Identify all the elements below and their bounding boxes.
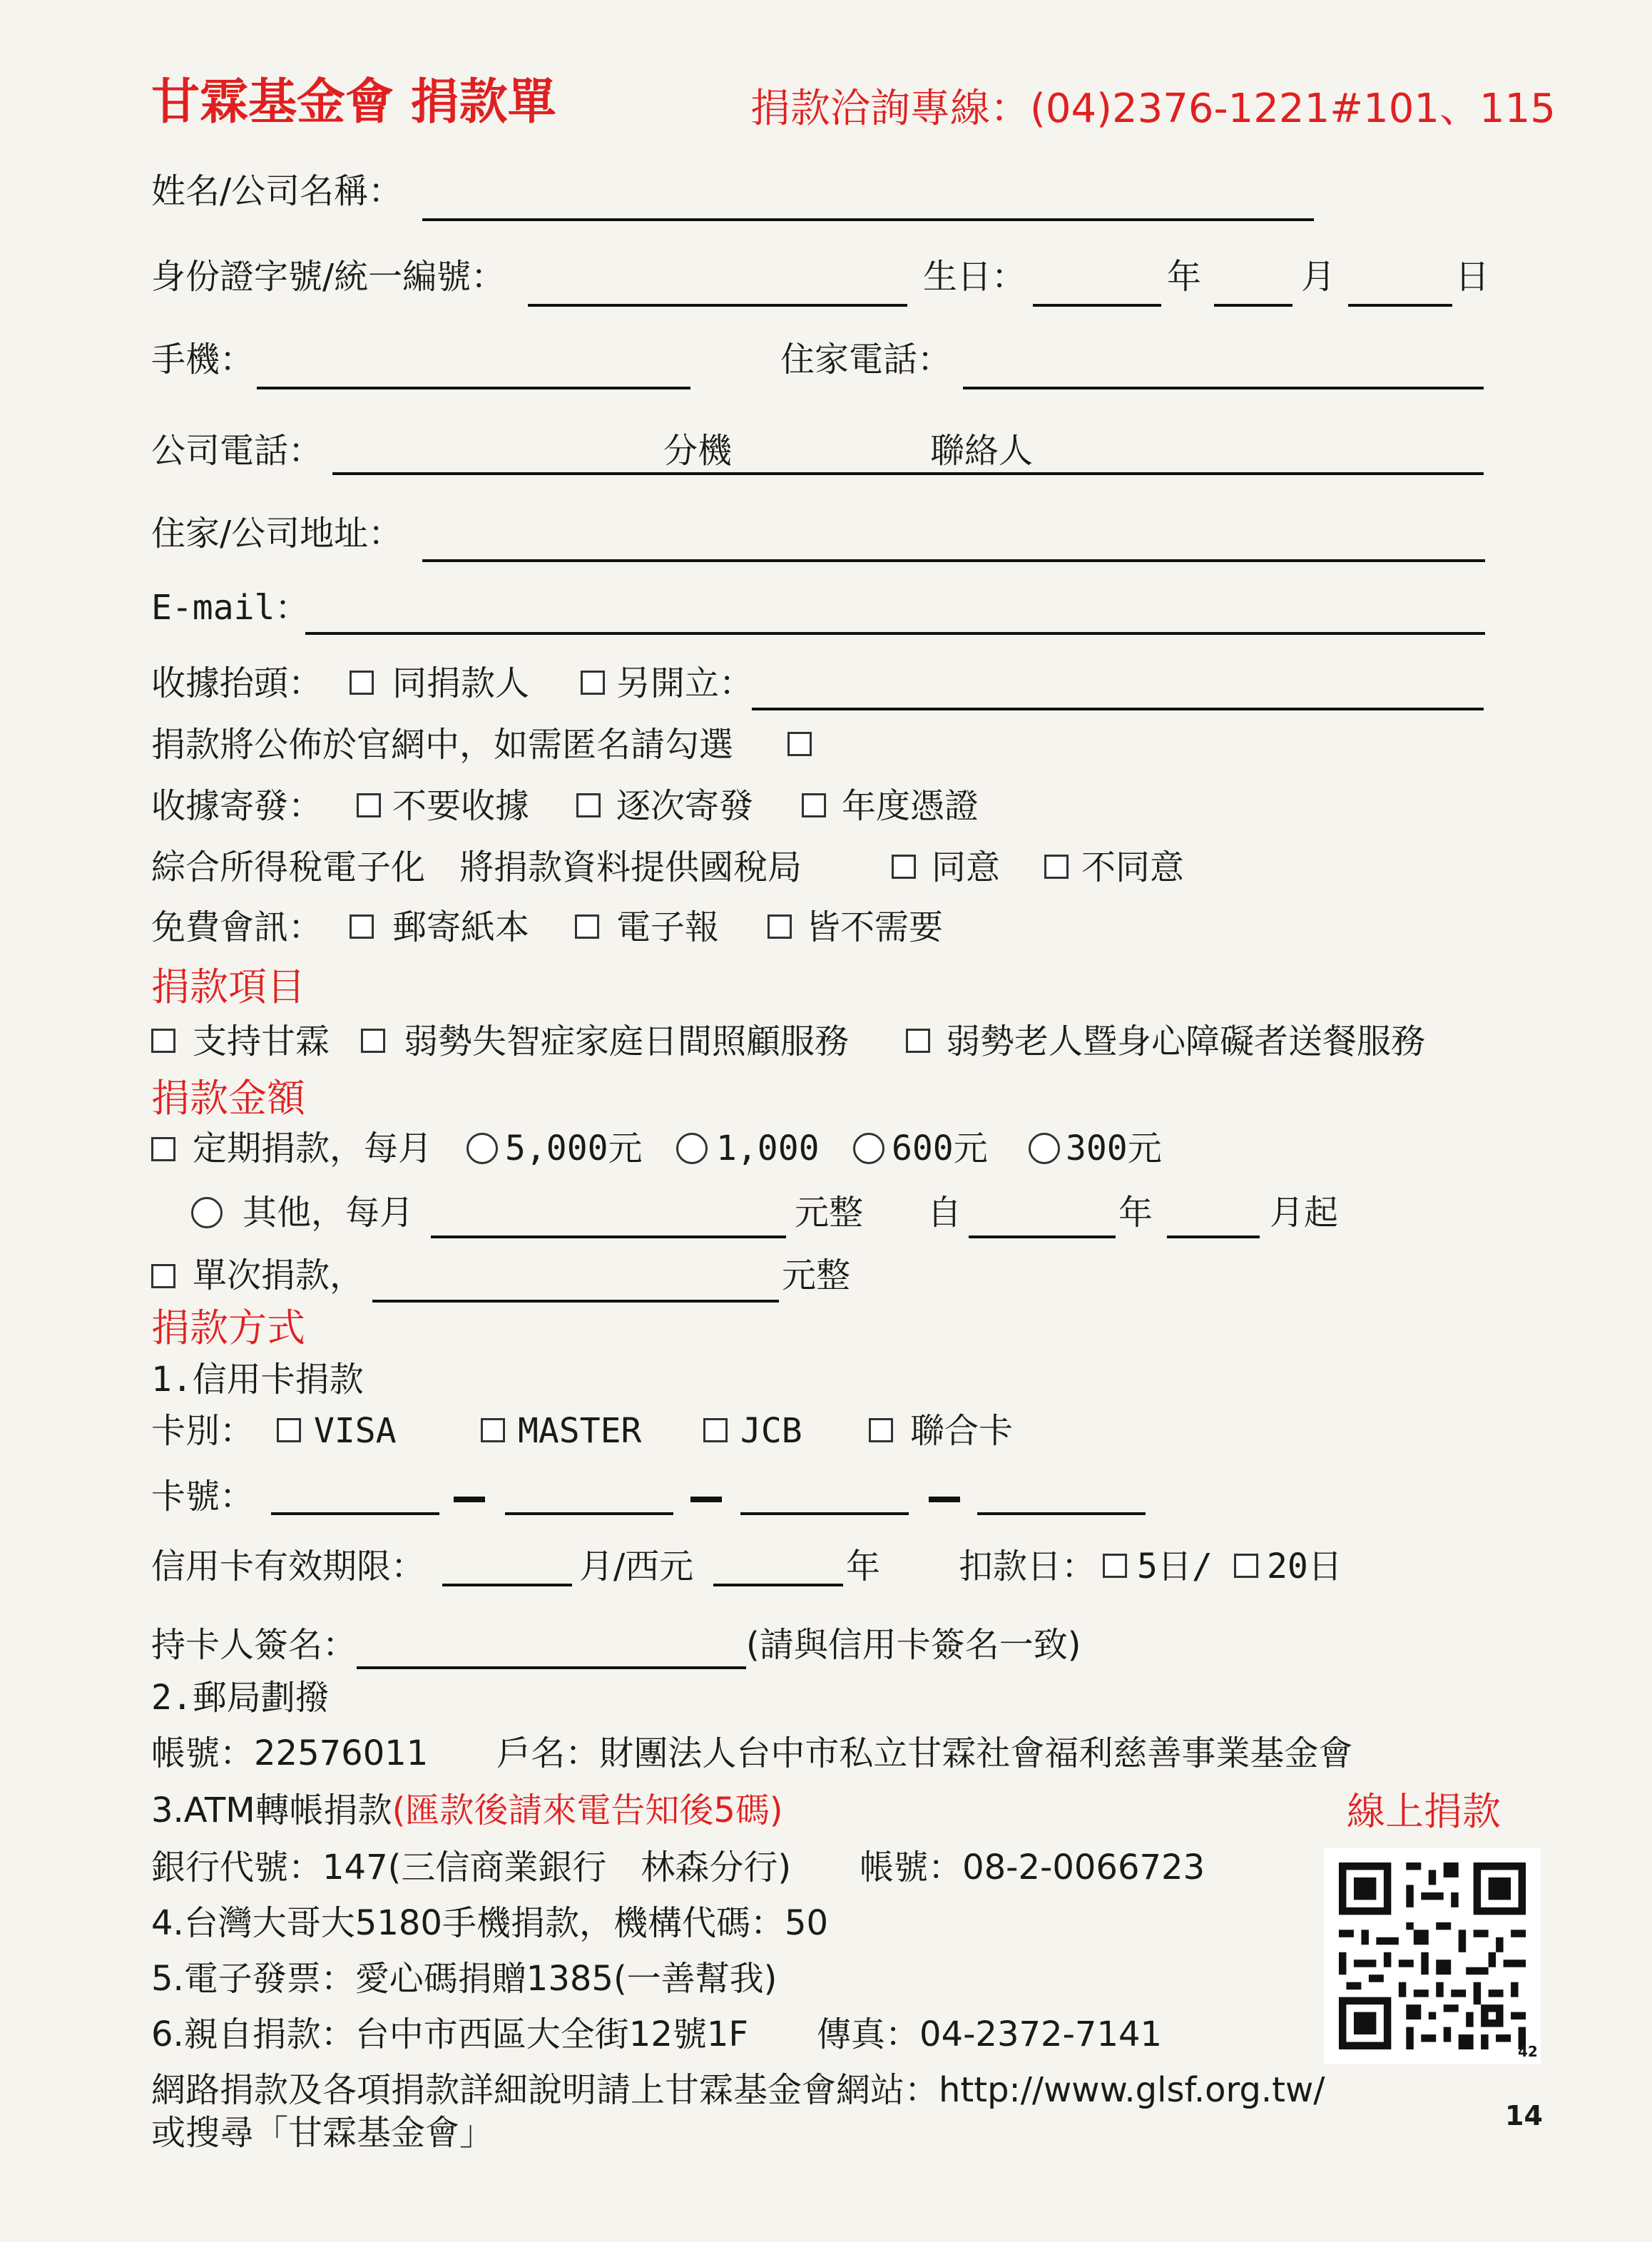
expiry-label: 信用卡有效期限： — [151, 1547, 426, 1586]
single-label: 單次捐款， — [193, 1255, 364, 1295]
home-phone-field[interactable] — [963, 387, 1484, 389]
expiry-year-label: 年 — [846, 1547, 881, 1586]
each-time-label: 逐次寄發 — [616, 786, 754, 826]
einvoice-info: 5.電子發票：愛心碼捐贈1385(一善幫我) — [151, 1959, 777, 1999]
contact-label: 聯絡人 — [930, 431, 1034, 471]
item-meals-label: 弱勢老人暨身心障礙者送餐服務 — [946, 1021, 1426, 1061]
bank-info: 銀行代號：147(三信商業銀行 林森分行) 帳號：08-2-0066723 — [151, 1848, 1205, 1887]
hotline: 捐款洽詢專線：(04)2376-1221#101、115 — [750, 86, 1556, 132]
annual-checkbox[interactable] — [802, 793, 826, 817]
birth-year-field[interactable] — [1033, 304, 1161, 307]
no-receipt-label: 不要收據 — [392, 786, 530, 826]
item-support-label: 支持甘霖 — [193, 1021, 330, 1061]
single-yuan-label: 元整 — [782, 1255, 851, 1295]
home-phone-label: 住家電話： — [780, 340, 952, 379]
signature-label: 持卡人簽名： — [151, 1625, 357, 1665]
extension-label: 分機 — [663, 431, 733, 471]
signature-field[interactable] — [357, 1666, 746, 1669]
paper-newsletter-label: 郵寄紙本 — [392, 907, 530, 947]
union-checkbox[interactable] — [869, 1418, 893, 1442]
no-newsletter-checkbox[interactable] — [768, 914, 792, 939]
no-newsletter-label: 皆不需要 — [806, 907, 944, 947]
credit-heading: 1.信用卡捐款 — [151, 1360, 364, 1400]
qr-label: 42 — [1518, 2043, 1538, 2060]
expiry-month-label: 月/西元 — [579, 1547, 694, 1586]
opt-5000-label: 5,000元 — [505, 1128, 643, 1168]
day5-checkbox[interactable] — [1103, 1554, 1127, 1578]
from-label: 自 — [927, 1193, 962, 1233]
other-yuan-label: 元整 — [795, 1193, 864, 1233]
postal-heading: 2.郵局劃撥 — [151, 1678, 330, 1718]
card-number-dash — [929, 1497, 960, 1502]
search-hint: 或搜尋「甘霖基金會」 — [151, 2113, 494, 2153]
page-number: 14 — [1505, 2100, 1543, 2131]
opt-600-label: 600元 — [892, 1128, 988, 1168]
receipt-mailing-label: 收據寄發： — [151, 786, 323, 826]
donation-items-heading: 捐款項目 — [151, 964, 305, 1009]
website-info: 網路捐款及各項捐款詳細說明請上甘霖基金會網站：http://www.glsf.org.tw/ — [151, 2070, 1325, 2110]
same-as-donor-label: 同捐款人 — [392, 663, 530, 703]
mobile-label: 手機： — [151, 340, 255, 379]
anonymous-checkbox[interactable] — [787, 732, 812, 756]
each-time-checkbox[interactable] — [576, 793, 601, 817]
card-number-label: 卡號： — [151, 1477, 255, 1517]
other-amount-radio[interactable] — [191, 1197, 223, 1228]
enews-checkbox[interactable] — [575, 914, 599, 939]
receipt-title-label: 收據抬頭： — [151, 663, 323, 703]
birth-day-field[interactable] — [1348, 304, 1452, 307]
jcb-checkbox[interactable] — [703, 1418, 728, 1442]
union-label: 聯合卡 — [910, 1411, 1014, 1451]
item-support-checkbox[interactable] — [151, 1029, 175, 1053]
debit-day-label: 扣款日： — [959, 1547, 1096, 1586]
item-daycare-label: 弱勢失智症家庭日間照顧服務 — [404, 1021, 850, 1061]
form-title: 甘霖基金會 捐款單 — [151, 74, 556, 131]
tax-label: 綜合所得稅電子化 將捐款資料提供國稅局 — [151, 847, 802, 887]
mobile-donation: 4.台灣大哥大5180手機捐款，機構代碼：50 — [151, 1903, 829, 1943]
same-as-donor-checkbox[interactable] — [350, 671, 374, 695]
enews-label: 電子報 — [616, 907, 720, 947]
birthday-label: 生日： — [923, 257, 1026, 297]
day20-checkbox[interactable] — [1234, 1554, 1258, 1578]
card-number-field-2[interactable] — [505, 1512, 673, 1515]
company-phone-label: 公司電話： — [151, 431, 323, 471]
jcb-label: JCB — [740, 1411, 802, 1451]
email-field[interactable] — [305, 632, 1485, 635]
qr-code[interactable] — [1324, 1848, 1541, 2064]
annual-label: 年度憑證 — [842, 786, 979, 826]
opt-300-label: 300元 — [1066, 1128, 1162, 1168]
card-number-dash — [454, 1497, 485, 1502]
company-phone-field[interactable] — [332, 472, 1484, 475]
regular-label: 定期捐款，每月 — [193, 1128, 433, 1168]
start-year-field[interactable] — [969, 1235, 1116, 1238]
card-number-field-1[interactable] — [271, 1512, 439, 1515]
separate-title-checkbox[interactable] — [581, 671, 605, 695]
address-field[interactable] — [422, 559, 1485, 562]
paper-newsletter-checkbox[interactable] — [350, 914, 374, 939]
email-label: E-mail： — [151, 588, 310, 628]
birth-month-field[interactable] — [1214, 304, 1292, 307]
item-daycare-checkbox[interactable] — [361, 1029, 385, 1053]
birth-day-label: 日 — [1455, 257, 1490, 297]
name-field[interactable] — [422, 218, 1314, 221]
birth-month-label: 月 — [1301, 257, 1336, 297]
start-month-field[interactable] — [1167, 1235, 1260, 1238]
item-meals-checkbox[interactable] — [906, 1029, 930, 1053]
expiry-month-field[interactable] — [442, 1584, 572, 1586]
card-number-dash — [690, 1497, 722, 1502]
atm-note: (匯款後請來電告知後5碼) — [392, 1790, 783, 1830]
card-type-label: 卡別： — [151, 1411, 255, 1451]
amount-heading: 捐款金額 — [151, 1076, 305, 1121]
tax-agree-checkbox[interactable] — [892, 855, 916, 879]
visa-label: VISA — [314, 1411, 397, 1451]
opt-1000-label: 1,000 — [716, 1128, 820, 1168]
name-label: 姓名/公司名稱： — [151, 171, 403, 211]
qr-code-icon — [1324, 1848, 1541, 2064]
separate-title-field[interactable] — [752, 708, 1484, 710]
opt-1000-radio[interactable] — [676, 1133, 708, 1164]
signature-note: (請與信用卡簽名一致) — [746, 1625, 1081, 1665]
start-year-label: 年 — [1118, 1193, 1153, 1233]
tax-agree-label: 同意 — [932, 847, 1001, 887]
in-person-info: 6.親自捐款：台中市西區大全街12號1F 傳真：04-2372-7141 — [151, 2014, 1163, 2054]
master-checkbox[interactable] — [481, 1418, 505, 1442]
id-label: 身份證字號/統一編號： — [151, 257, 506, 297]
no-receipt-checkbox[interactable] — [357, 793, 381, 817]
other-amount-field[interactable] — [431, 1235, 786, 1238]
day5-label: 5日/ — [1137, 1547, 1213, 1586]
newsletter-label: 免費會訊： — [151, 907, 323, 947]
master-label: MASTER — [518, 1411, 642, 1451]
single-checkbox[interactable] — [151, 1264, 175, 1288]
mobile-field[interactable] — [257, 387, 690, 389]
anonymous-label: 捐款將公佈於官網中，如需匿名請勾選 — [151, 725, 734, 765]
day20-label: 20日 — [1267, 1547, 1342, 1586]
card-number-field-4[interactable] — [977, 1512, 1146, 1515]
atm-heading: 3.ATM轉帳捐款 — [151, 1790, 392, 1830]
opt-300-radio[interactable] — [1029, 1133, 1060, 1164]
expiry-year-field[interactable] — [713, 1584, 843, 1586]
postal-account: 帳號：22576011 戶名：財團法人台中市私立甘霖社會福利慈善事業基金會 — [151, 1733, 1353, 1773]
opt-5000-radio[interactable] — [466, 1133, 498, 1164]
single-amount-field[interactable] — [372, 1300, 779, 1303]
id-field[interactable] — [528, 304, 907, 307]
tax-disagree-checkbox[interactable] — [1044, 855, 1069, 879]
tax-disagree-label: 不同意 — [1081, 847, 1185, 887]
address-label: 住家/公司地址： — [151, 514, 403, 554]
other-amount-label: 其他，每月 — [243, 1193, 414, 1233]
card-number-field-3[interactable] — [740, 1512, 909, 1515]
method-heading: 捐款方式 — [151, 1305, 305, 1350]
regular-checkbox[interactable] — [151, 1137, 175, 1161]
start-month-label: 月起 — [1270, 1193, 1339, 1233]
visa-checkbox[interactable] — [277, 1418, 301, 1442]
opt-600-radio[interactable] — [853, 1133, 884, 1164]
separate-title-label: 另開立： — [616, 663, 754, 703]
birth-year-label: 年 — [1167, 257, 1202, 297]
online-donation-label: 線上捐款 — [1347, 1789, 1501, 1834]
